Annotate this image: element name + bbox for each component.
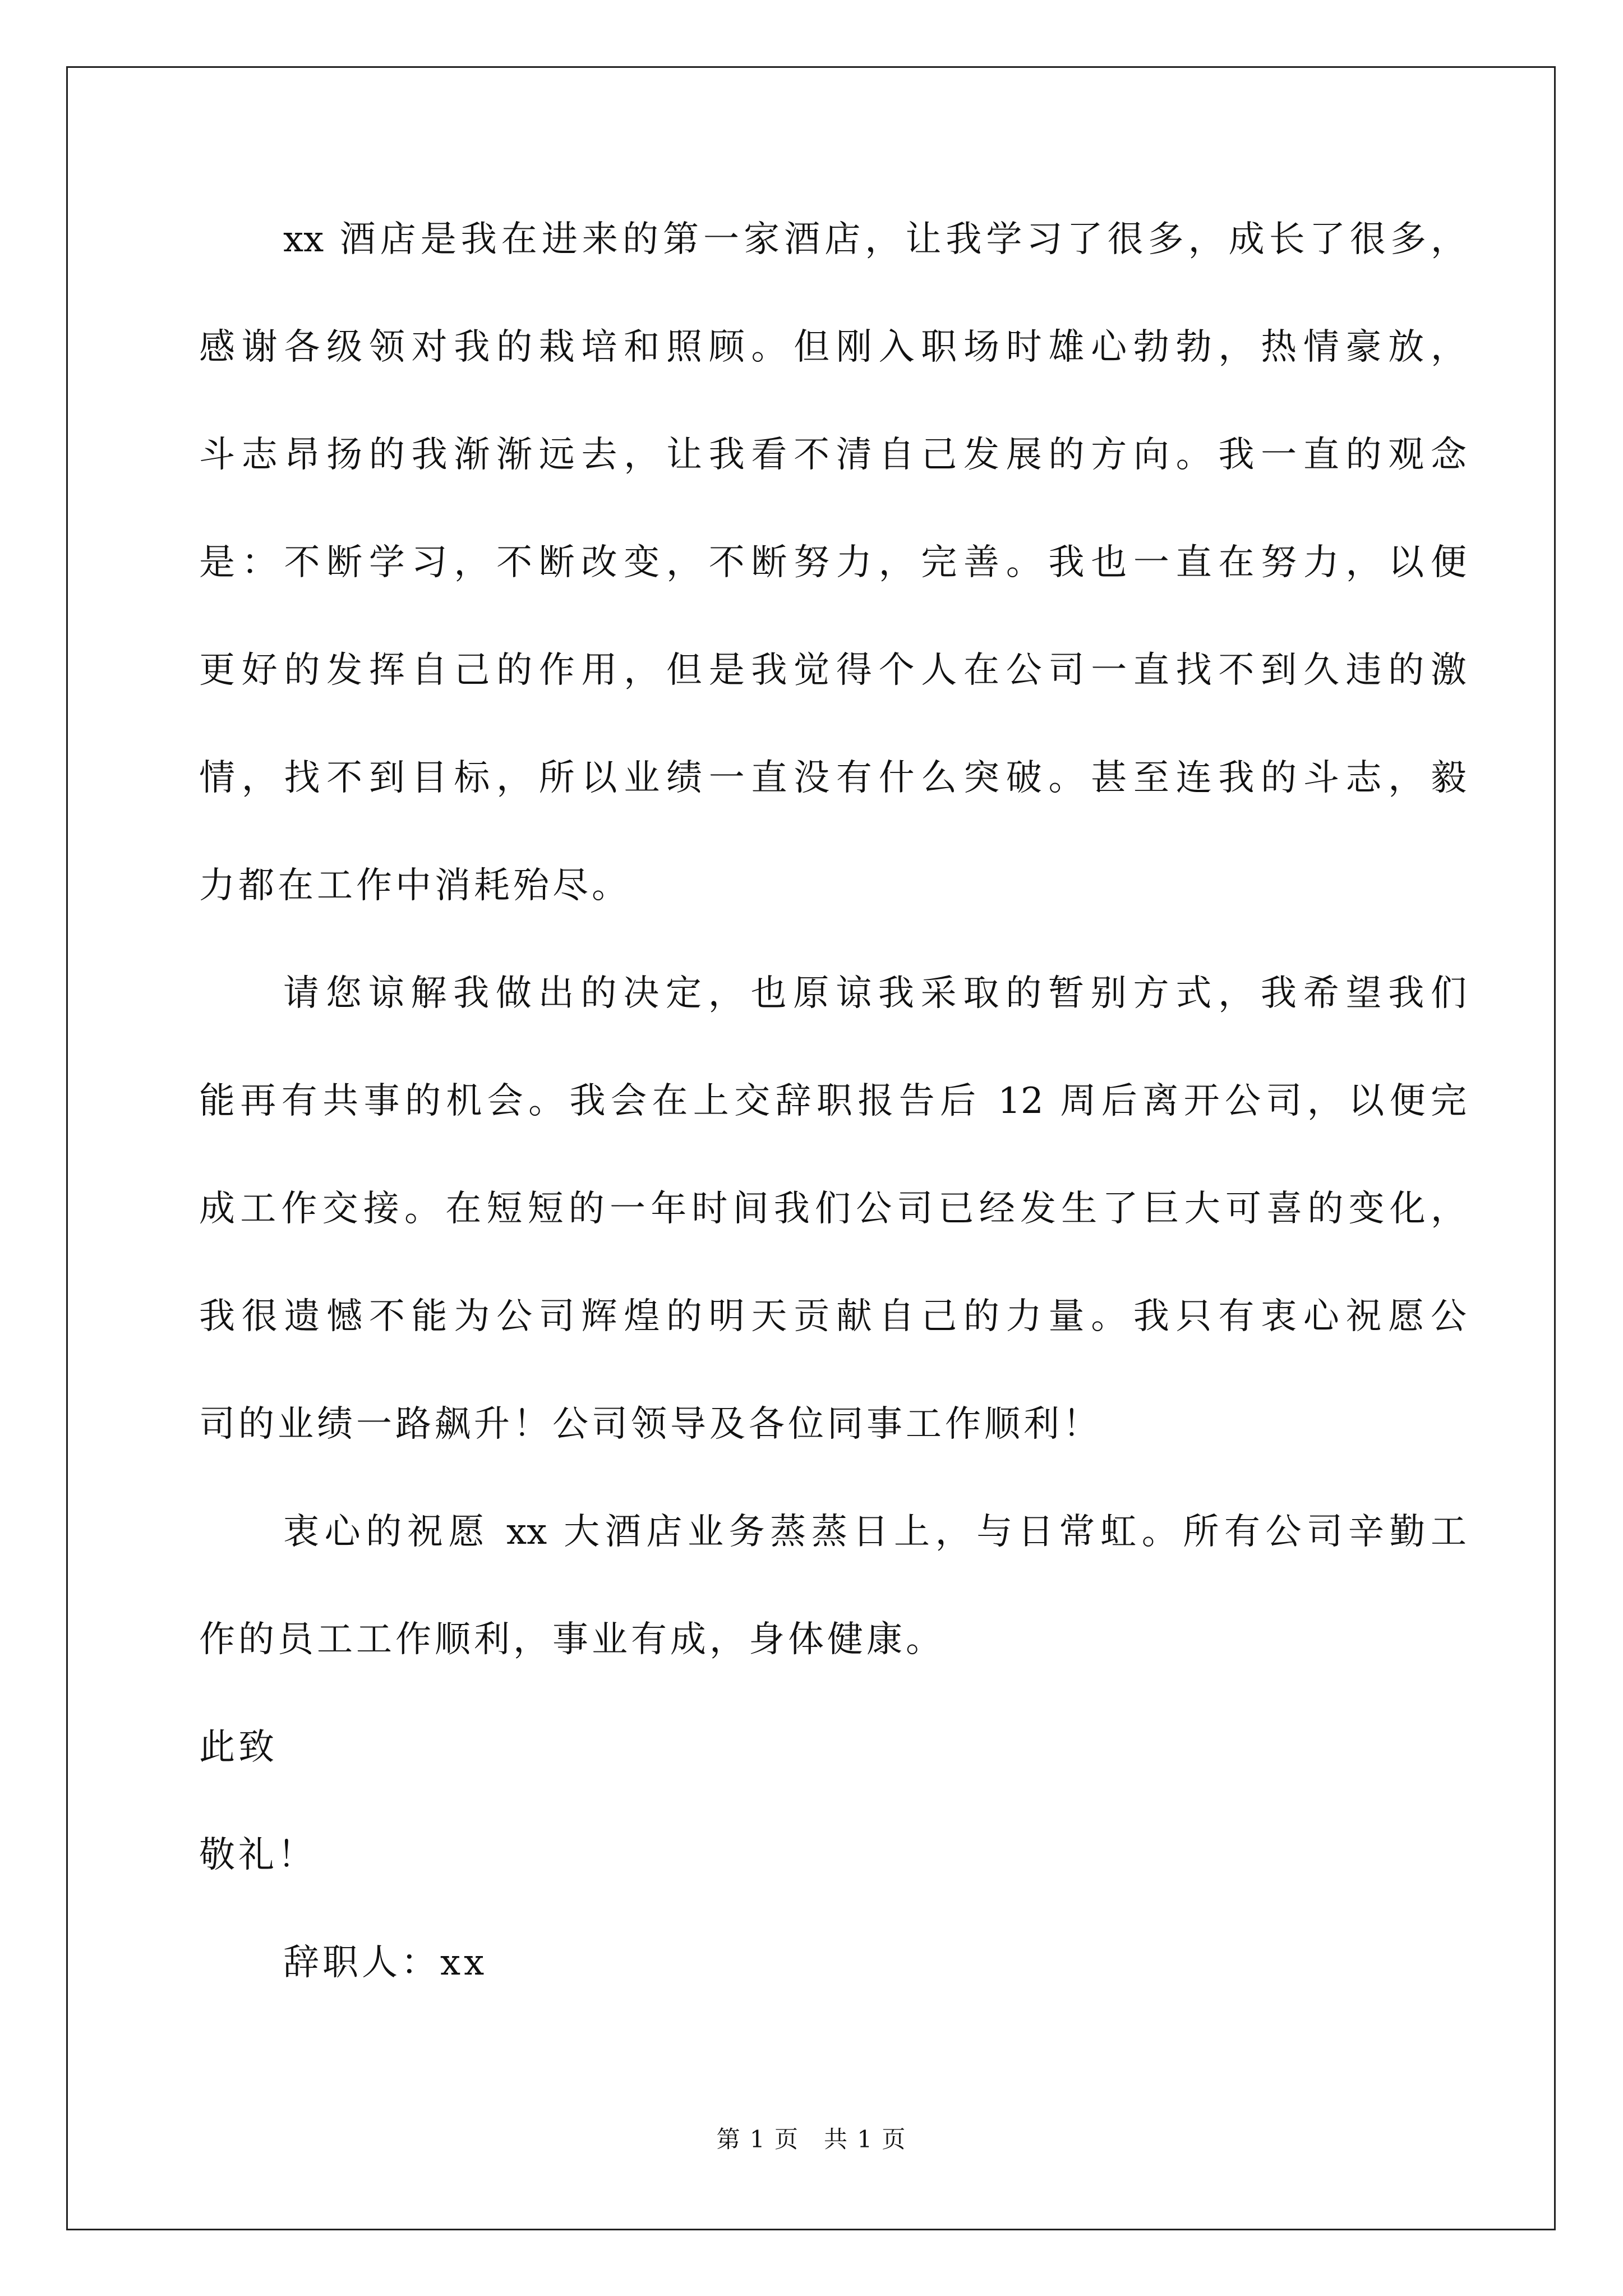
- paragraph-2-line-5: 司的业绩一路飙升！公司领导及各位同事工作顺利！: [199, 1404, 1102, 1445]
- closing-regards: 敬礼！: [199, 1834, 317, 1876]
- signature: 辞职人：xx: [283, 1942, 488, 1984]
- paragraph-1-line-6: 情，找不到目标，所以业绩一直没有什么突破。甚至连我的斗志，毅: [199, 757, 1467, 799]
- paragraph-2-line-3: 成工作交接。在短短的一年时间我们公司已经发生了巨大可喜的变化，: [199, 1188, 1467, 1230]
- closing-salutation: 此致: [199, 1727, 278, 1768]
- paragraph-2-line-2: 能再有共事的机会。我会在上交辞职报告后 12 周后离开公司，以便完: [199, 1080, 1467, 1122]
- paragraph-1-line-5: 更好的发挥自己的作用，但是我觉得个人在公司一直找不到久违的激: [199, 650, 1467, 691]
- letter-body: [199, 219, 1467, 2053]
- paragraph-1-line-3: 斗志昂扬的我渐渐远去，让我看不清自己发展的方向。我一直的观念: [199, 434, 1467, 476]
- paragraph-2-line-4: 我很遗憾不能为公司辉煌的明天贡献自己的力量。我只有衷心祝愿公: [199, 1296, 1467, 1337]
- paragraph-3-line-2: 作的员工工作顺利，事业有成，身体健康。: [199, 1619, 945, 1660]
- paragraph-1-line-4: 是：不断学习，不断改变，不断努力，完善。我也一直在努力，以便: [199, 542, 1467, 583]
- paragraph-3-line-1: 衷心的祝愿 xx 大酒店业务蒸蒸日上，与日常虹。所有公司辛勤工: [283, 1511, 1467, 1553]
- paragraph-1-line-1: xx 酒店是我在进来的第一家酒店，让我学习了很多，成长了很多，: [283, 219, 1467, 260]
- paragraph-2-line-1: 请您谅解我做出的决定，也原谅我采取的暂别方式，我希望我们: [283, 973, 1467, 1014]
- paragraph-1-line-7: 力都在工作中消耗殆尽。: [199, 865, 631, 907]
- paragraph-1-line-2: 感谢各级领对我的栽培和照顾。但刚入职场时雄心勃勃，热情豪放，: [199, 326, 1467, 368]
- page-footer: 第 1 页 共 1 页: [716, 2125, 907, 2153]
